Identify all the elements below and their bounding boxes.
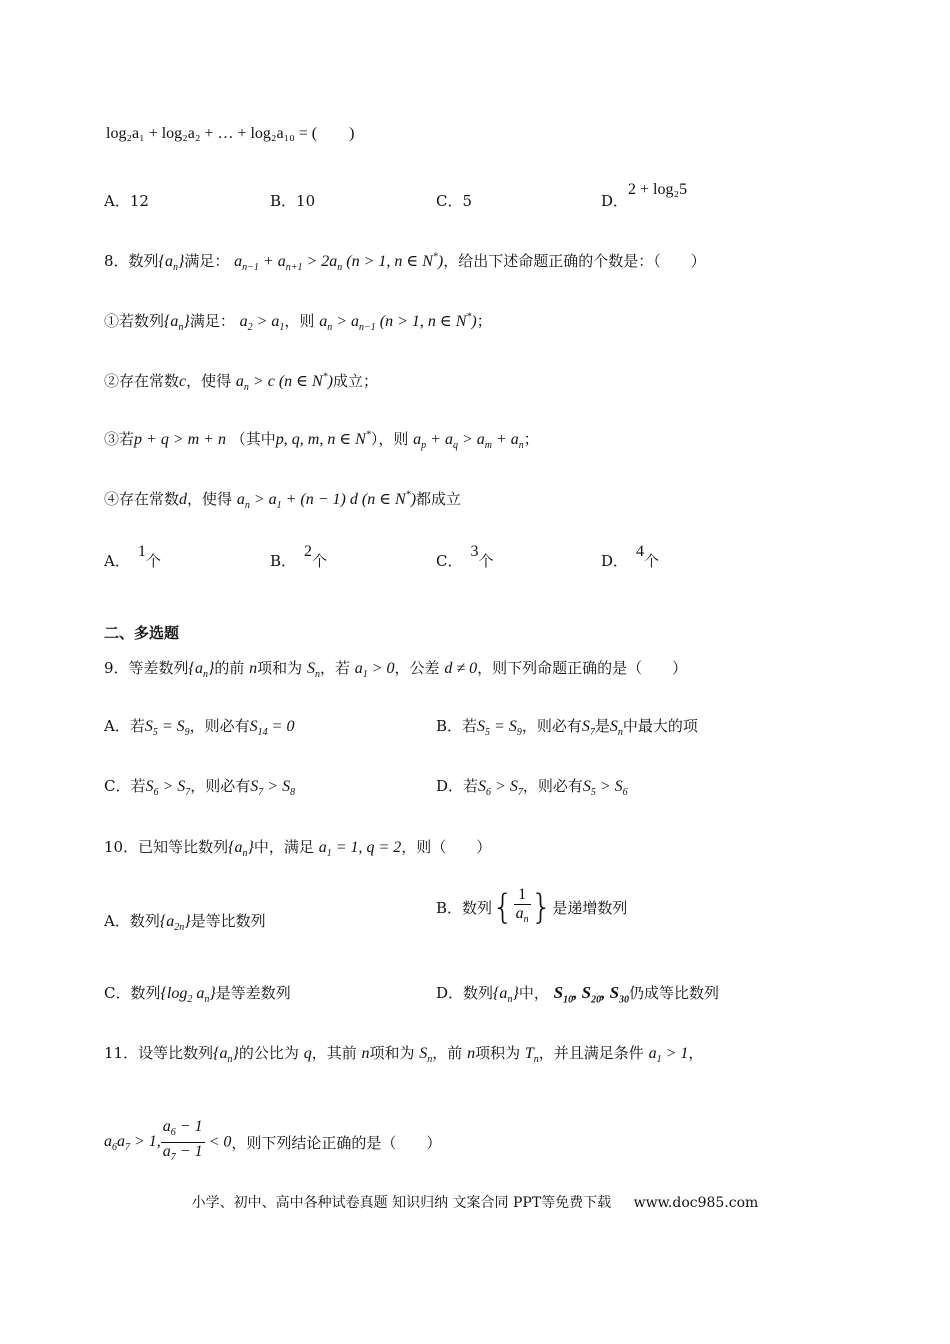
q8-prop-2 xyxy=(104,370,378,393)
math: {$\log_2$ $a_n$} xyxy=(160,985,216,1006)
q9-option-a xyxy=(104,715,294,738)
math: $S_{14} = 0$ xyxy=(249,718,295,739)
text: 11．设等比数列 xyxy=(104,1044,214,1062)
option-value: 3 xyxy=(470,543,479,560)
text: 的公比为 xyxy=(238,1044,299,1062)
text: ，则必有 xyxy=(190,777,251,795)
math: $S_7$ xyxy=(581,718,595,739)
text: 中最大的项 xyxy=(622,717,698,735)
text: 满足： xyxy=(184,252,230,270)
text: ②存在常数 xyxy=(104,372,180,390)
math: $S_n$ xyxy=(609,718,623,739)
math: $T_n$ xyxy=(524,1045,539,1066)
math: $a_n > a_1 + (n - 1)$ d (n ∈ N*) xyxy=(236,489,417,512)
text: ，其前 xyxy=(311,1044,357,1062)
text: 10．已知等比数列 xyxy=(104,838,229,856)
q7-option-a xyxy=(104,190,149,211)
text: 仍成等比数列 xyxy=(629,984,720,1002)
math: $S_n$ xyxy=(419,1045,433,1066)
q10-option-a xyxy=(104,910,266,933)
math-fraction: $\frac{1}{a_n}$ xyxy=(515,886,529,926)
text: ③若 xyxy=(104,430,135,448)
option-label: A． xyxy=(104,192,130,210)
math: n xyxy=(467,1045,476,1062)
math: q xyxy=(303,1045,312,1062)
math: $\{a_n\}$ xyxy=(228,839,254,860)
text: A．若 xyxy=(104,717,145,735)
math: $\{a_n\}$ xyxy=(164,313,190,334)
text: ， xyxy=(688,1044,704,1062)
math: $\{a_n\}$ xyxy=(158,253,185,274)
q7-option-b xyxy=(270,190,315,211)
math: $a_1 > 0$ xyxy=(354,660,395,681)
option-unit: 个 xyxy=(145,552,161,570)
text: 满足： xyxy=(189,312,235,330)
text: 项积为 xyxy=(475,1044,521,1062)
q7-option-c xyxy=(436,190,472,211)
q8-option-a xyxy=(104,540,161,570)
q10-stem xyxy=(104,836,491,859)
q9-option-b xyxy=(436,715,698,738)
text: A．数列 xyxy=(104,912,160,930)
text: （其中 xyxy=(230,430,276,448)
option-unit: 个 xyxy=(478,552,494,570)
q11-condition xyxy=(104,1118,441,1167)
text: ，使得 xyxy=(186,372,232,390)
option-label: C． xyxy=(436,552,463,570)
text: ，给出下述命题正确的个数是：（ ） xyxy=(443,252,706,270)
page-footer xyxy=(0,1192,950,1212)
section-title: 二、多选题 xyxy=(104,624,180,642)
text: ），则 xyxy=(370,430,409,448)
q11-stem xyxy=(104,1042,703,1065)
q9-option-d xyxy=(436,775,628,798)
option-label: C． xyxy=(436,192,463,210)
math: $\{a_{2n}\}$ xyxy=(159,913,191,934)
text: ； xyxy=(476,312,492,330)
math: $S_{10}$, $S_{20}$, $S_{30}$ xyxy=(553,983,630,1006)
option-value: 1 xyxy=(137,543,146,560)
q7-expression: log₂a₁ + log₂a₂ + … + log₂a₁₀ = ( ) xyxy=(106,125,355,142)
text: ，使得 xyxy=(187,490,233,508)
text: ，并且满足条件 xyxy=(538,1044,644,1062)
q10-option-c xyxy=(104,982,291,1005)
q9-option-c xyxy=(104,775,295,798)
text: D．若 xyxy=(436,777,479,795)
text: ，则必有 xyxy=(189,717,250,735)
text: 是 xyxy=(594,717,610,735)
footer-text: 小学、初中、高中各种试卷真题 知识归纳 文案合同 PPT等免费下载 xyxy=(191,1195,612,1211)
math: $a_n > a_{n-1}$ (n > 1, n ∈ N*) xyxy=(319,311,477,334)
text: C．数列 xyxy=(104,984,161,1002)
text: ，则 xyxy=(284,312,315,330)
text: 是等差数列 xyxy=(215,984,291,1002)
text: 项和为 xyxy=(257,659,303,677)
text: ，则下列结论正确的是（ ） xyxy=(231,1134,442,1153)
option-value: 10 xyxy=(296,192,316,210)
option-unit: 个 xyxy=(644,552,660,570)
q8-option-d xyxy=(601,540,660,570)
math: $a_2 > a_1$ xyxy=(239,313,285,334)
text: ④存在常数 xyxy=(104,490,180,508)
text: 中， xyxy=(518,984,549,1002)
text: 成立； xyxy=(333,372,379,390)
option-value: 5 xyxy=(462,192,473,210)
text: ，则必有 xyxy=(521,717,582,735)
option-label: B． xyxy=(270,192,297,210)
q8-prop-1 xyxy=(104,310,492,333)
text: 中，满足 xyxy=(253,838,314,856)
text: D．数列 xyxy=(436,984,494,1002)
text: ，则必有 xyxy=(522,777,583,795)
q8-option-b xyxy=(270,540,328,570)
text: ，若 xyxy=(319,659,350,677)
math: $a_1 = 1$, q = 2 xyxy=(318,839,402,860)
text: ①若数列 xyxy=(104,312,165,330)
math: $\{a_n\}$ xyxy=(493,985,519,1006)
option-value: 12 xyxy=(129,192,149,210)
text: ，前 xyxy=(432,1044,463,1062)
option-label: D． xyxy=(601,552,629,570)
option-value: 4 xyxy=(636,543,645,560)
option-label: B． xyxy=(270,552,297,570)
text: B．若 xyxy=(436,717,478,735)
option-unit: 个 xyxy=(312,552,328,570)
left-brace-icon: { xyxy=(492,887,514,928)
math: $a_6a_7 > 1$, xyxy=(104,1132,161,1153)
math: n xyxy=(361,1045,370,1062)
text: B．数列 xyxy=(436,899,493,918)
q9-stem xyxy=(104,657,687,680)
math: $a_p + a_q > a_m + a_n$ xyxy=(413,431,524,452)
text: ，则下列命题正确的是（ ） xyxy=(477,659,688,677)
text: 的前 xyxy=(214,659,245,677)
option-label: D． xyxy=(601,192,629,210)
math: d ≠ 0 xyxy=(444,660,478,677)
text: ； xyxy=(523,430,539,448)
q10-option-b xyxy=(436,886,627,929)
math: d xyxy=(179,491,188,508)
math: $a_{n-1} + a_{n+1} > 2a_n$ (n > 1, n ∈ N*) xyxy=(234,251,444,274)
math: c xyxy=(179,373,187,390)
text: 都成立 xyxy=(416,490,462,508)
math: $S_7 > S_8$ xyxy=(250,778,296,799)
math: $S_6 > S_7$ xyxy=(478,778,523,799)
option-value: 2 xyxy=(304,543,313,560)
q8-prop-3 xyxy=(104,428,539,451)
math: n xyxy=(249,660,258,677)
text: 是递增数列 xyxy=(552,899,628,918)
math: $S_5 = S_9$ xyxy=(144,718,190,739)
text: ，公差 xyxy=(394,659,440,677)
math: $a_1 > 1$ xyxy=(648,1045,689,1066)
text: 8．数列 xyxy=(104,252,159,270)
option-value: 2 + log₂5 xyxy=(628,181,688,198)
math: $\{a_n\}$ xyxy=(213,1045,239,1066)
text: 是等比数列 xyxy=(190,912,266,930)
math-fraction: $\frac{a_6 - 1}{a_7 - 1}$ xyxy=(162,1118,203,1164)
q8-prop-4 xyxy=(104,488,461,511)
math: < 0 xyxy=(204,1133,232,1151)
q8-option-c xyxy=(436,540,494,570)
math: $S_6 > S_7$ xyxy=(145,778,191,799)
q10-option-d xyxy=(436,982,719,1005)
math: $S_5 > S_6$ xyxy=(582,778,628,799)
math: p + q > m + n xyxy=(134,431,226,448)
math: $\{a_n\}$ xyxy=(188,660,215,681)
math: $S_n$ xyxy=(306,660,320,681)
q8-stem xyxy=(104,250,706,273)
q7-option-d xyxy=(601,178,688,210)
text: 项和为 xyxy=(369,1044,415,1062)
math: $S_5 = S_9$ xyxy=(477,718,522,739)
math: $a_n > c$ (n ∈ N*) xyxy=(235,371,333,394)
math: p, q, m, n ∈ N* xyxy=(275,429,371,448)
text: ，则（ ） xyxy=(401,838,492,856)
text: 9．等差数列 xyxy=(104,659,189,677)
option-label: A． xyxy=(104,552,130,570)
footer-link[interactable]: www.doc985.com xyxy=(633,1195,759,1211)
right-brace-icon: } xyxy=(530,887,553,928)
text: C．若 xyxy=(104,777,146,795)
